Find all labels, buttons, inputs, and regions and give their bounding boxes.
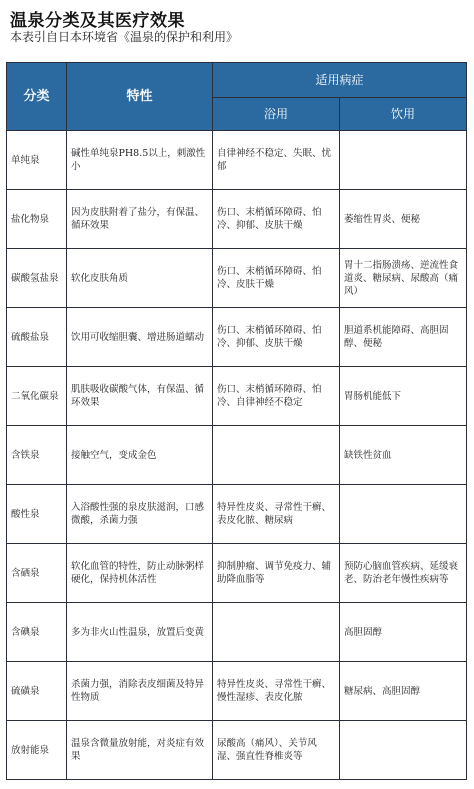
page-title: 温泉分类及其医疗效果 <box>10 11 185 31</box>
drink-use-cell: 缺铁性贫血 <box>340 426 467 485</box>
table-row <box>7 485 467 544</box>
bath-use-cell: 抑制肿瘤、调节免疫力、辅助降血脂等 <box>213 544 340 603</box>
drink-use-cell <box>340 131 467 190</box>
spring-type-cell: 二氧化碳泉 <box>7 367 67 426</box>
spring-type-cell: 放射能泉 <box>7 721 67 780</box>
property-cell: 温泉含微量放射能，对炎症有效果 <box>67 721 213 780</box>
table-row <box>7 603 467 662</box>
header-property: 特性 <box>67 63 213 131</box>
spring-type-cell: 硫酸盐泉 <box>7 308 67 367</box>
property-cell: 接触空气，变成金色 <box>67 426 213 485</box>
property-cell: 软化皮肤角质 <box>67 249 213 308</box>
spring-type-cell: 酸性泉 <box>7 485 67 544</box>
spring-type-cell: 盐化物泉 <box>7 190 67 249</box>
property-cell: 入浴酸性强的泉皮肤滋润，口感微酸，杀菌力强 <box>67 485 213 544</box>
drink-use-cell: 胃肠机能低下 <box>340 367 467 426</box>
drink-use-cell: 高胆固醇 <box>340 603 467 662</box>
header-category: 分类 <box>7 63 67 131</box>
spring-type-cell: 含碘泉 <box>7 603 67 662</box>
table-row <box>7 367 467 426</box>
bath-use-cell <box>213 426 340 485</box>
drink-use-cell: 胃十二指肠溃疡、逆流性食道炎、糖尿病、尿酸高（痛风） <box>340 249 467 308</box>
property-cell: 碱性单纯泉PH8.5以上，刺激性小 <box>67 131 213 190</box>
table-row <box>7 190 467 249</box>
bath-use-cell: 特异性皮炎、寻常性干癣、慢性湿疹、表皮化脓 <box>213 662 340 721</box>
spring-type-cell: 单纯泉 <box>7 131 67 190</box>
property-cell: 因为皮肤附着了盐分，有保温、循环效果 <box>67 190 213 249</box>
spring-type-cell: 含硒泉 <box>7 544 67 603</box>
bath-use-cell: 伤口、末梢循环障碍、怕冷、抑郁、皮肤干燥 <box>213 190 340 249</box>
table-row <box>7 308 467 367</box>
property-cell: 杀菌力强，消除表皮细菌及特异性物质 <box>67 662 213 721</box>
bath-use-cell <box>213 603 340 662</box>
property-cell: 饮用可收缩胆囊、增进肠道蠕动 <box>67 308 213 367</box>
table-row <box>7 426 467 485</box>
spring-type-cell: 碳酸氢盐泉 <box>7 249 67 308</box>
bath-use-cell: 特异性皮炎、寻常性干癣、表皮化脓、糖尿病 <box>213 485 340 544</box>
drink-use-cell: 糖尿病、高胆固醇 <box>340 662 467 721</box>
spring-type-cell: 含铁泉 <box>7 426 67 485</box>
bath-use-cell: 伤口、末梢循环障碍、怕冷、皮肤干燥 <box>213 249 340 308</box>
page-subtitle: 本表引自日本环境省《温泉的保护和利用》 <box>10 30 239 44</box>
bath-use-cell: 尿酸高（痛风）、关节风湿、强直性脊椎炎等 <box>213 721 340 780</box>
table-body <box>7 131 467 780</box>
bath-use-cell: 自律神经不稳定、失眠、忧郁 <box>213 131 340 190</box>
bath-use-cell: 伤口、末梢循环障碍、怕冷、抑郁、皮肤干燥 <box>213 308 340 367</box>
header-bath: 浴用 <box>213 98 340 131</box>
property-cell: 多为非火山性温泉，放置后变黄 <box>67 603 213 662</box>
table-row <box>7 131 467 190</box>
drink-use-cell: 萎缩性胃炎、便秘 <box>340 190 467 249</box>
table-row <box>7 544 467 603</box>
header-drink: 饮用 <box>340 98 467 131</box>
bath-use-cell: 伤口、末梢循环障碍、怕冷、自律神经不稳定 <box>213 367 340 426</box>
table-row <box>7 249 467 308</box>
drink-use-cell: 胆道系机能障碍、高胆固醇、便秘 <box>340 308 467 367</box>
drink-use-cell <box>340 721 467 780</box>
header-indications: 适用病症 <box>213 63 467 98</box>
property-cell: 肌肤吸收碳酸气体，有保温、循环效果 <box>67 367 213 426</box>
spring-type-cell: 硫磺泉 <box>7 662 67 721</box>
table-row <box>7 721 467 780</box>
hot-spring-table <box>6 62 467 780</box>
property-cell: 软化血管的特性，防止动脉粥样硬化，保持机体活性 <box>67 544 213 603</box>
table-row <box>7 662 467 721</box>
drink-use-cell: 预防心脑血管疾病、延缓衰老、防治老年慢性疾病等 <box>340 544 467 603</box>
drink-use-cell <box>340 485 467 544</box>
